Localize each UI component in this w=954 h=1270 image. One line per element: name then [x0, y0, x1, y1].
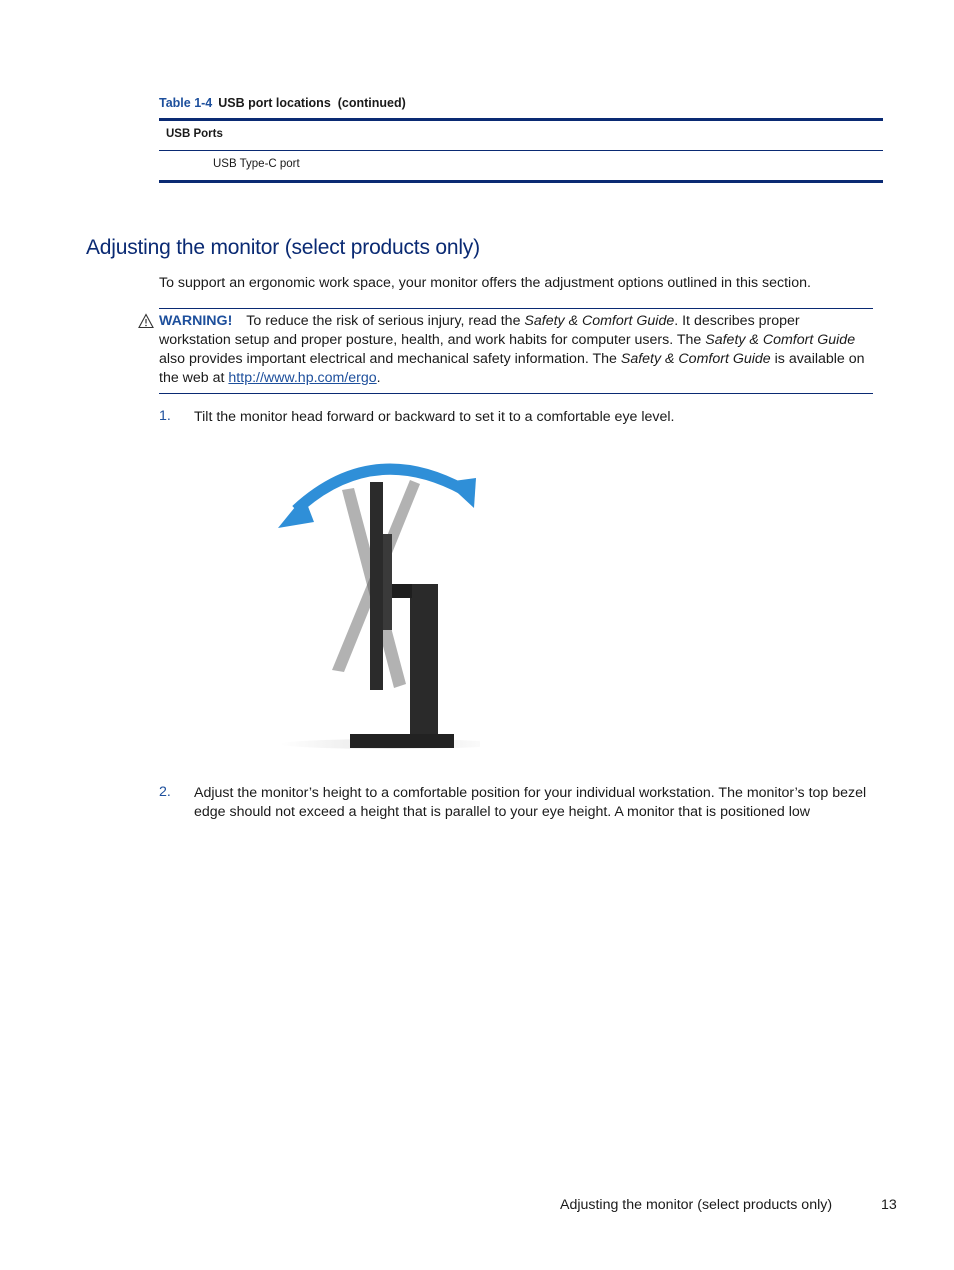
warning-text-part: is available on the web at — [159, 351, 865, 386]
warning-top-rule — [159, 308, 873, 309]
monitor-stand-neck — [410, 584, 438, 744]
page-number: 13 — [881, 1197, 897, 1213]
guide-title: Safety & Comfort Guide — [705, 332, 856, 348]
table-caption-title: USB port locations (continued) — [218, 96, 406, 110]
table-caption — [159, 96, 406, 110]
monitor-tilt-illustration — [270, 448, 480, 758]
warning-text-part: . It describes proper workstation setup and proper posture, health, and work habits for computer users. The — [159, 313, 800, 348]
table-bottom-rule — [159, 180, 883, 183]
ergo-link[interactable]: http://www.hp.com/ergo — [228, 370, 377, 386]
section-heading: Adjusting the monitor (select products only) — [86, 236, 480, 259]
monitor-head — [370, 482, 383, 690]
guide-title: Safety & Comfort Guide — [620, 351, 771, 367]
table-header-usb-ports: USB Ports — [166, 128, 223, 140]
step-2-number: 2. — [159, 784, 171, 800]
warning-text-part: To reduce the risk of serious injury, read the — [246, 313, 525, 329]
table-header-rule — [159, 150, 883, 151]
step-1-text: Tilt the monitor head forward or backward to set it to a comfortable eye level. — [194, 409, 675, 425]
table-cell-usb-type-c: USB Type-C port — [213, 158, 300, 170]
warning-icon — [138, 313, 154, 329]
tilt-arrow-head-right — [446, 478, 476, 508]
warning-text-part: . — [376, 370, 381, 386]
table-caption-number: Table 1-4 — [159, 96, 213, 110]
footer-title: Adjusting the monitor (select products only) — [560, 1197, 833, 1213]
monitor-hinge — [390, 584, 412, 598]
monitor-back-panel — [383, 534, 392, 630]
intro-paragraph: To support an ergonomic work space, your monitor offers the adjustment options outlined in this section. — [159, 275, 811, 291]
step-2-text: Adjust the monitor’s height to a comfortable position for your individual workstation. The monitor’s top bezel edge should not exceed a height that is parallel to your eye height. A monitor that is positioned low — [194, 785, 867, 820]
monitor-stand-base — [350, 734, 454, 748]
table-top-rule — [159, 118, 883, 121]
warning-text — [159, 312, 871, 388]
warning-label: WARNING! — [159, 313, 233, 329]
step-1-number: 1. — [159, 408, 171, 424]
guide-title: Safety & Comfort Guide — [524, 313, 675, 329]
warning-text-part: also provides important electrical and mechanical safety information. The — [159, 351, 621, 367]
warning-bottom-rule — [159, 393, 873, 394]
